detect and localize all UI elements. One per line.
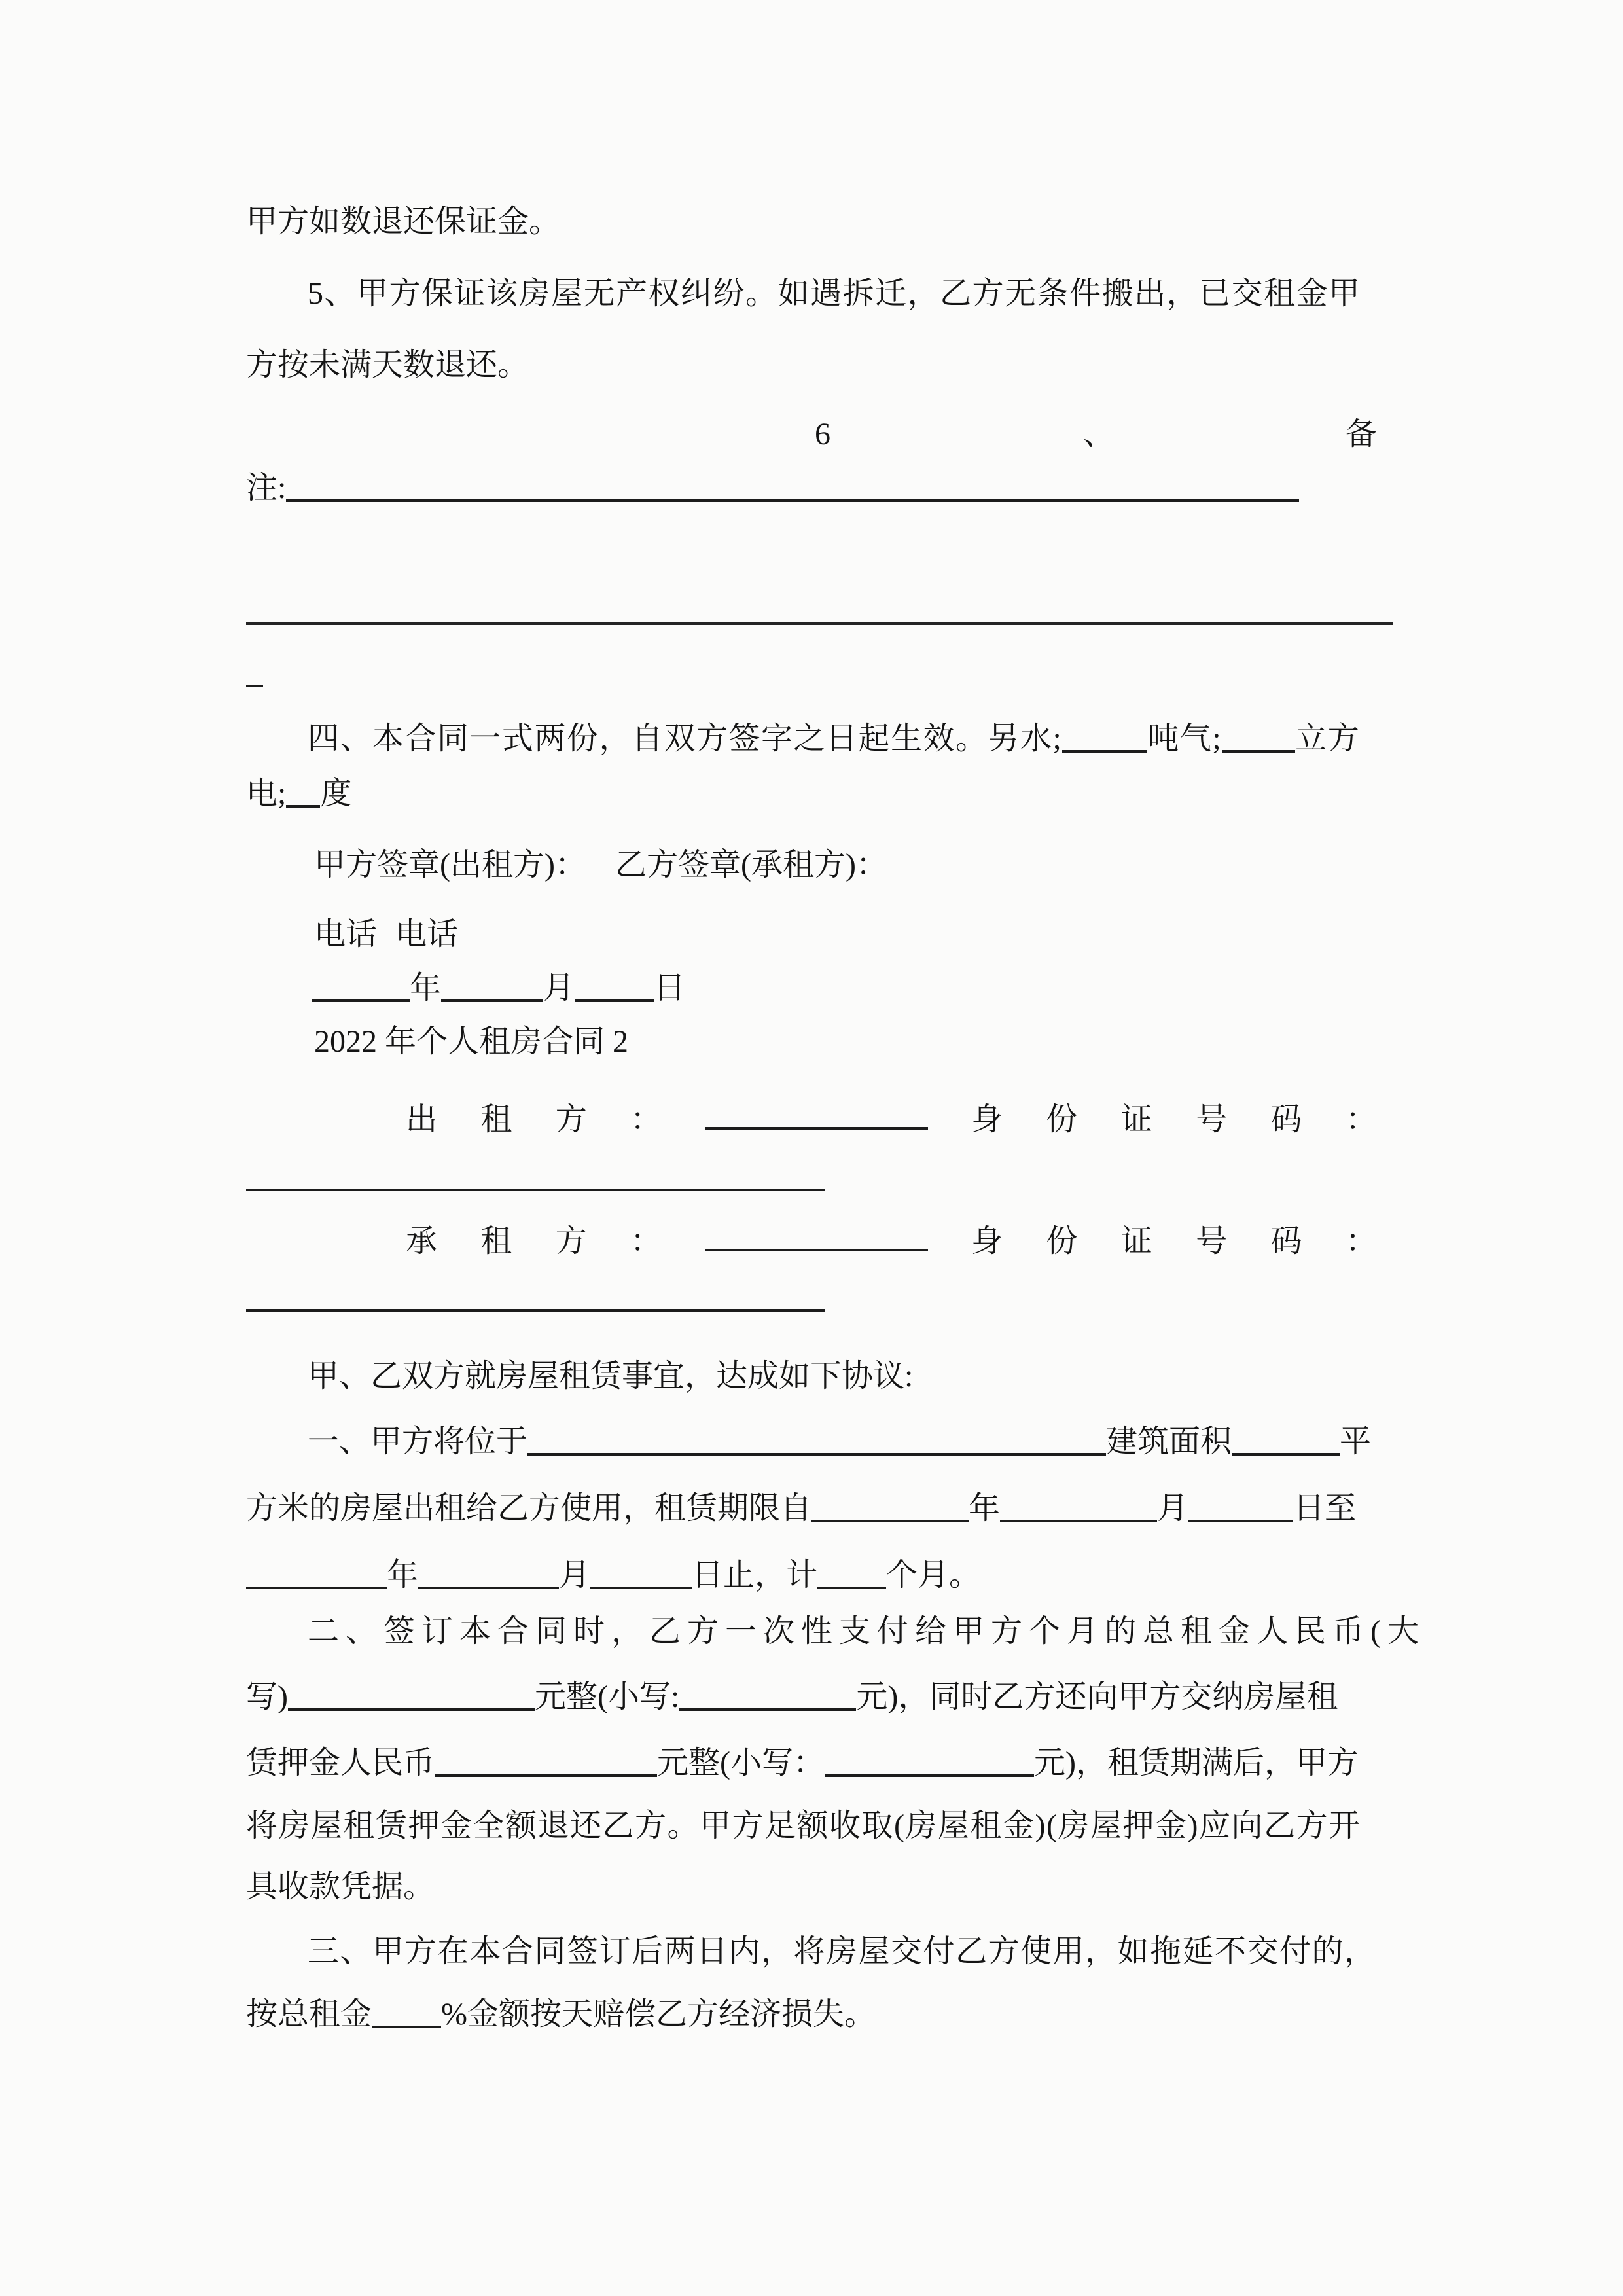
address-blank-field <box>527 1453 1106 1456</box>
utilities-electricity <box>246 761 351 827</box>
degree-label: 度 <box>320 776 352 811</box>
start-month-blank <box>1000 1520 1157 1522</box>
lessor-char: 出 <box>406 1102 438 1137</box>
clause-four-text: 四、本合同一式两份，自双方签字之日起生效。另水; <box>308 721 1063 756</box>
deposit-lowercase-label: 元整(小写： <box>657 1746 825 1780</box>
gas-blank-field <box>1222 750 1295 753</box>
lessor-char: 租 <box>480 1102 512 1137</box>
area-blank-field <box>1232 1453 1340 1456</box>
id-char: 份 <box>1046 1102 1078 1137</box>
clause-1-cont-2 <box>246 1543 980 1608</box>
clause-5 <box>308 261 1361 327</box>
year-label: 年 <box>410 971 442 1005</box>
lessee-char: 方 <box>555 1224 587 1259</box>
contract-2-title-text: 2022 年个人租房合同 2 <box>314 1024 629 1059</box>
contract-2-title <box>314 1009 628 1075</box>
remarks-row <box>246 456 1299 521</box>
clause-4-tail <box>246 189 560 255</box>
stray-dash <box>246 685 263 687</box>
id-char: 码 <box>1270 1224 1302 1259</box>
water-blank-field <box>1062 750 1147 753</box>
end-month-label: 月 <box>559 1558 591 1592</box>
clause-2-cont-1 <box>246 1664 1338 1730</box>
clause-5-cont-text: 方按未满天数退还。 <box>246 348 529 382</box>
rent-capital-blank <box>288 1708 535 1711</box>
day-blank-field <box>575 999 654 1002</box>
months-label: 个月。 <box>886 1558 981 1592</box>
clause-1-lead: 一、甲方将位于 <box>308 1424 528 1459</box>
start-year-label: 年 <box>969 1491 1001 1526</box>
clause-2-cont-3 <box>246 1793 1361 1859</box>
id-colon: ： <box>1345 1102 1377 1137</box>
start-month-label: 月 <box>1157 1491 1189 1526</box>
clause-6-bei <box>1346 402 1377 467</box>
clause-four-copies <box>308 706 1360 772</box>
year-blank-field <box>312 999 410 1002</box>
clause-3-text: 三、甲方在本合同签订后两日内，将房屋交付乙方使用，如拖延不交付的， <box>308 1934 1377 1969</box>
end-year-blank <box>246 1587 387 1589</box>
months-count-blank <box>817 1587 886 1589</box>
lessor-id-row <box>406 1087 1377 1153</box>
lessee-name-blank-field <box>705 1249 928 1251</box>
id-char: 份 <box>1046 1224 1078 1259</box>
deposit-lead-text: 元)，同时乙方还向甲方交纳房屋租 <box>856 1679 1338 1714</box>
divider-rule <box>246 622 1393 625</box>
clause-1-location <box>308 1409 1371 1475</box>
lessor-id-blank-line <box>246 1189 825 1191</box>
electricity-label: 电; <box>246 776 287 811</box>
lessee-colon: ： <box>630 1224 662 1259</box>
agreement-intro-text: 甲、乙双方就房屋租赁事宜，达成如下协议: <box>308 1359 914 1393</box>
lessor-colon: ： <box>630 1102 662 1137</box>
rent-lowercase-label: 元整(小写: <box>535 1679 680 1714</box>
month-blank-field <box>441 999 543 1002</box>
lessee-id-row <box>406 1209 1377 1274</box>
clause-4-tail-text: 甲方如数退还保证金。 <box>246 204 561 239</box>
day-label: 日 <box>654 971 686 1005</box>
clause-1-cont-1 <box>246 1476 1356 1541</box>
start-day-blank <box>1188 1520 1293 1522</box>
deposit-return-text: 元)，租赁期满后，甲方 <box>1034 1746 1359 1780</box>
deposit-label: 赁押金人民币 <box>246 1746 435 1780</box>
ping-label: 平 <box>1340 1424 1372 1459</box>
lessee-char: 承 <box>406 1224 438 1259</box>
receipt-tail-text: 具收款凭据。 <box>246 1869 435 1904</box>
id-char: 证 <box>1120 1102 1152 1137</box>
penalty-percent-blank <box>372 2026 441 2028</box>
lessor-phone-label: 电话 <box>314 917 378 952</box>
id-colon: ： <box>1345 1224 1377 1259</box>
penalty-lead-label: 按总租金 <box>246 1997 372 2032</box>
clause-2-rent <box>308 1599 1425 1664</box>
id-char: 身 <box>971 1102 1003 1137</box>
lease-term-lead: 方米的房屋出租给乙方使用，租赁期限自 <box>246 1491 812 1526</box>
id-char: 码 <box>1270 1102 1302 1137</box>
cubic-label: 立方 <box>1295 721 1361 756</box>
id-char: 证 <box>1120 1224 1152 1259</box>
end-day-blank <box>590 1587 692 1589</box>
lessor-char: 方 <box>555 1102 587 1137</box>
id-char: 身 <box>971 1224 1003 1259</box>
end-day-label: 日止，计 <box>692 1558 818 1592</box>
lessee-id-blank-line <box>246 1309 825 1312</box>
clause-3-delivery <box>308 1919 1377 1984</box>
penalty-tail-text: %金额按天赔偿乙方经济损失。 <box>441 1997 876 2032</box>
lessor-signature-label: 甲方签章(出租方)： <box>314 848 586 882</box>
clause-3-cont <box>246 1982 876 2047</box>
end-month-blank <box>418 1587 559 1589</box>
month-label: 月 <box>543 971 575 1005</box>
id-char: 号 <box>1196 1102 1228 1137</box>
floor-area-label: 建筑面积 <box>1106 1424 1232 1459</box>
clause-5-text: 5、甲方保证该房屋无产权纠纷。如遇拆迁，乙方无条件搬出，已交租金甲 <box>308 276 1361 311</box>
id-char: 号 <box>1196 1224 1228 1259</box>
clause-2-cont-2 <box>246 1731 1359 1796</box>
start-day-label: 日至 <box>1293 1491 1357 1526</box>
rent-capital-label: 写) <box>246 1679 288 1714</box>
clause-6-bei-text: 备 <box>1346 417 1378 452</box>
clause-6-comma-text: 、 <box>1083 417 1115 452</box>
lessee-char: 租 <box>480 1224 512 1259</box>
end-year-label: 年 <box>387 1558 419 1592</box>
start-year-blank <box>812 1520 969 1522</box>
gas-label: 吨气; <box>1147 721 1222 756</box>
clause-2-rent-text: 二、签订本合同时，乙方一次性支付给甲方个月的总租金人民币(大 <box>308 1614 1425 1649</box>
remarks-blank-field <box>286 499 1299 502</box>
deposit-capital-blank <box>435 1774 657 1777</box>
receipt-clause-text: 将房屋租赁押金全额退还乙方。甲方足额收取(房屋租金)(房屋押金)应向乙方开 <box>246 1808 1361 1843</box>
lessee-phone-label: 电话 <box>395 917 459 952</box>
remarks-label: 注: <box>246 471 287 505</box>
clause-6-number-text: 6 <box>815 417 830 452</box>
clause-5-cont <box>246 332 529 398</box>
rent-lowercase-blank <box>679 1708 856 1711</box>
clause-2-cont-4 <box>246 1854 435 1920</box>
signature-row <box>314 833 887 898</box>
lessor-name-blank-field <box>705 1127 928 1130</box>
deposit-lowercase-blank <box>825 1774 1034 1777</box>
electricity-blank-field <box>286 805 320 808</box>
agreement-intro <box>308 1344 913 1409</box>
lessee-signature-label: 乙方签章(承租方)： <box>615 848 887 882</box>
